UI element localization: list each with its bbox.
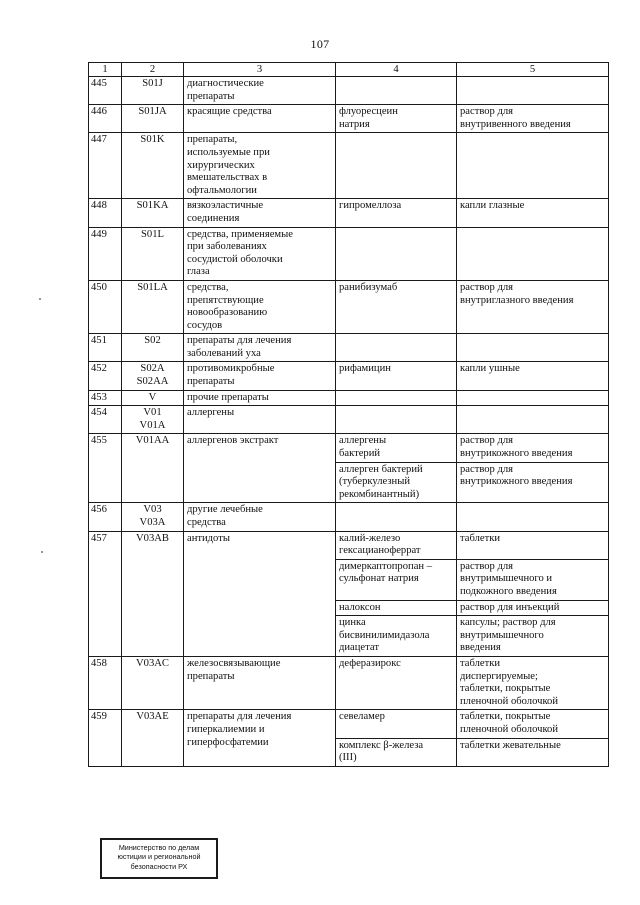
dosage-form-cell: таблетки (457, 531, 609, 559)
drug-name-cell (336, 227, 457, 280)
table-row (89, 280, 609, 333)
dosage-form-cell: раствор для внутрикожного введения (457, 462, 609, 503)
table-row (89, 434, 609, 462)
atc-code-cell: V03AC (122, 656, 184, 709)
drug-name-cell (336, 406, 457, 434)
header-cell: 5 (457, 63, 609, 77)
dosage-form-cell: раствор для внутривенного введения (457, 105, 609, 133)
atc-code-cell: S01KA (122, 199, 184, 227)
group-name-cell: вязкоэластичные соединения (184, 199, 336, 227)
group-name-cell: аллергенов экстракт (184, 434, 336, 462)
registration-stamp (100, 838, 218, 879)
table-row (89, 105, 609, 133)
table-row (89, 334, 609, 362)
drug-table (88, 62, 609, 767)
atc-code-cell: S01K (122, 133, 184, 199)
table-row (89, 503, 609, 531)
atc-code-cell: V03AE (122, 710, 184, 766)
drug-name-cell: комплекс β-железа (III) (336, 738, 457, 766)
row-number-cell: 447 (89, 133, 122, 199)
group-name-cell: антидоты (184, 531, 336, 656)
dosage-form-cell (457, 406, 609, 434)
dosage-form-cell (457, 77, 609, 105)
drug-name-cell: калий-железо гексацианоферрат (336, 531, 457, 559)
group-name-cell: аллергены (184, 406, 336, 434)
drug-name-cell: димеркаптопропан – сульфонат натрия (336, 559, 457, 600)
group-name-cell: препараты для лечения гиперкалиемии и гиперфосфатемии (184, 710, 336, 766)
group-name-cell: средства, применяемые при заболеваниях сосудистой оболочки глаза (184, 227, 336, 280)
dosage-form-cell: капсулы; раствор для внутримышечного введения (457, 616, 609, 657)
table-header-row (89, 63, 609, 77)
group-name-cell: препараты для лечения заболеваний уха (184, 334, 336, 362)
drug-name-cell: севеламер (336, 710, 457, 738)
table-row (89, 199, 609, 227)
table-row (89, 656, 609, 709)
table-row (89, 227, 609, 280)
empty-cell (89, 462, 122, 503)
row-number-cell: 445 (89, 77, 122, 105)
group-name-cell: диагностические препараты (184, 77, 336, 105)
group-name-cell: препараты, используемые при хирургических вмешательствах в офтальмологии (184, 133, 336, 199)
row-number-cell: 450 (89, 280, 122, 333)
group-name-cell: прочие препараты (184, 390, 336, 406)
scan-speck (41, 551, 43, 553)
drug-name-cell: налоксон (336, 600, 457, 616)
dosage-form-cell: раствор для внутримышечного и подкожного введения (457, 559, 609, 600)
dosage-form-cell (457, 503, 609, 531)
dosage-form-cell: таблетки, покрытые пленочной оболочкой (457, 710, 609, 738)
header-cell: 1 (89, 63, 122, 77)
drug-name-cell: аллергены бактерий (336, 434, 457, 462)
dosage-form-cell: таблетки диспергируемые; таблетки, покрытые пленочной оболочкой (457, 656, 609, 709)
table-subrow (89, 462, 609, 503)
drug-name-cell: гипромеллоза (336, 199, 457, 227)
group-name-cell: железосвязывающие препараты (184, 656, 336, 709)
dosage-form-cell (457, 390, 609, 406)
group-name-cell: красящие средства (184, 105, 336, 133)
group-name-cell: средства, препятствующие новообразованию сосудов (184, 280, 336, 333)
dosage-form-cell: раствор для внутрикожного введения (457, 434, 609, 462)
dosage-form-cell (457, 227, 609, 280)
atc-code-cell: V (122, 390, 184, 406)
drug-name-cell: цинка бисвинилимидазола диацетат (336, 616, 457, 657)
row-number-cell: 453 (89, 390, 122, 406)
drug-name-cell: деферазирокс (336, 656, 457, 709)
atc-code-cell: V03AB (122, 531, 184, 656)
row-number-cell: 448 (89, 199, 122, 227)
drug-name-cell: аллерген бактерий (туберкулезный рекомбинантный) (336, 462, 457, 503)
atc-code-cell: S01LA (122, 280, 184, 333)
dosage-form-cell: раствор для инъекций (457, 600, 609, 616)
row-number-cell: 446 (89, 105, 122, 133)
drug-name-cell (336, 390, 457, 406)
drug-name-cell (336, 334, 457, 362)
table-row (89, 531, 609, 559)
table-row (89, 362, 609, 390)
dosage-form-cell: капли глазные (457, 199, 609, 227)
row-number-cell: 456 (89, 503, 122, 531)
drug-name-cell: рифамицин (336, 362, 457, 390)
drug-name-cell (336, 503, 457, 531)
group-name-cell: другие лечебные средства (184, 503, 336, 531)
row-number-cell: 454 (89, 406, 122, 434)
table-row (89, 390, 609, 406)
table-row (89, 710, 609, 738)
row-number-cell: 457 (89, 531, 122, 656)
drug-name-cell (336, 133, 457, 199)
dosage-form-cell (457, 334, 609, 362)
dosage-form-cell: таблетки жевательные (457, 738, 609, 766)
dosage-form-cell (457, 133, 609, 199)
atc-code-cell: V03 V03A (122, 503, 184, 531)
table-row (89, 77, 609, 105)
table-row (89, 133, 609, 199)
atc-code-cell: S01J (122, 77, 184, 105)
header-cell: 2 (122, 63, 184, 77)
atc-code-cell: S01JA (122, 105, 184, 133)
header-cell: 3 (184, 63, 336, 77)
stamp-line: безопасности РХ (130, 861, 188, 871)
page-number: 107 (310, 37, 330, 51)
atc-code-cell: V01AA (122, 434, 184, 462)
header-cell: 4 (336, 63, 457, 77)
empty-cell (184, 462, 336, 503)
atc-code-cell: S02A S02AA (122, 362, 184, 390)
drug-name-cell (336, 77, 457, 105)
stamp-line: юстиции и региональной (117, 852, 201, 862)
drug-name-cell: ранибизумаб (336, 280, 457, 333)
empty-cell (122, 462, 184, 503)
row-number-cell: 459 (89, 710, 122, 766)
row-number-cell: 451 (89, 334, 122, 362)
dosage-form-cell: капли ушные (457, 362, 609, 390)
atc-code-cell: V01 V01A (122, 406, 184, 434)
row-number-cell: 449 (89, 227, 122, 280)
stamp-line: Министерство по делам (118, 843, 200, 852)
group-name-cell: противомикробные препараты (184, 362, 336, 390)
scan-speck (39, 298, 41, 300)
atc-code-cell: S02 (122, 334, 184, 362)
dosage-form-cell: раствор для внутриглазного введения (457, 280, 609, 333)
drug-name-cell: флуоресцеин натрия (336, 105, 457, 133)
table-row (89, 406, 609, 434)
row-number-cell: 455 (89, 434, 122, 462)
row-number-cell: 458 (89, 656, 122, 709)
row-number-cell: 452 (89, 362, 122, 390)
atc-code-cell: S01L (122, 227, 184, 280)
